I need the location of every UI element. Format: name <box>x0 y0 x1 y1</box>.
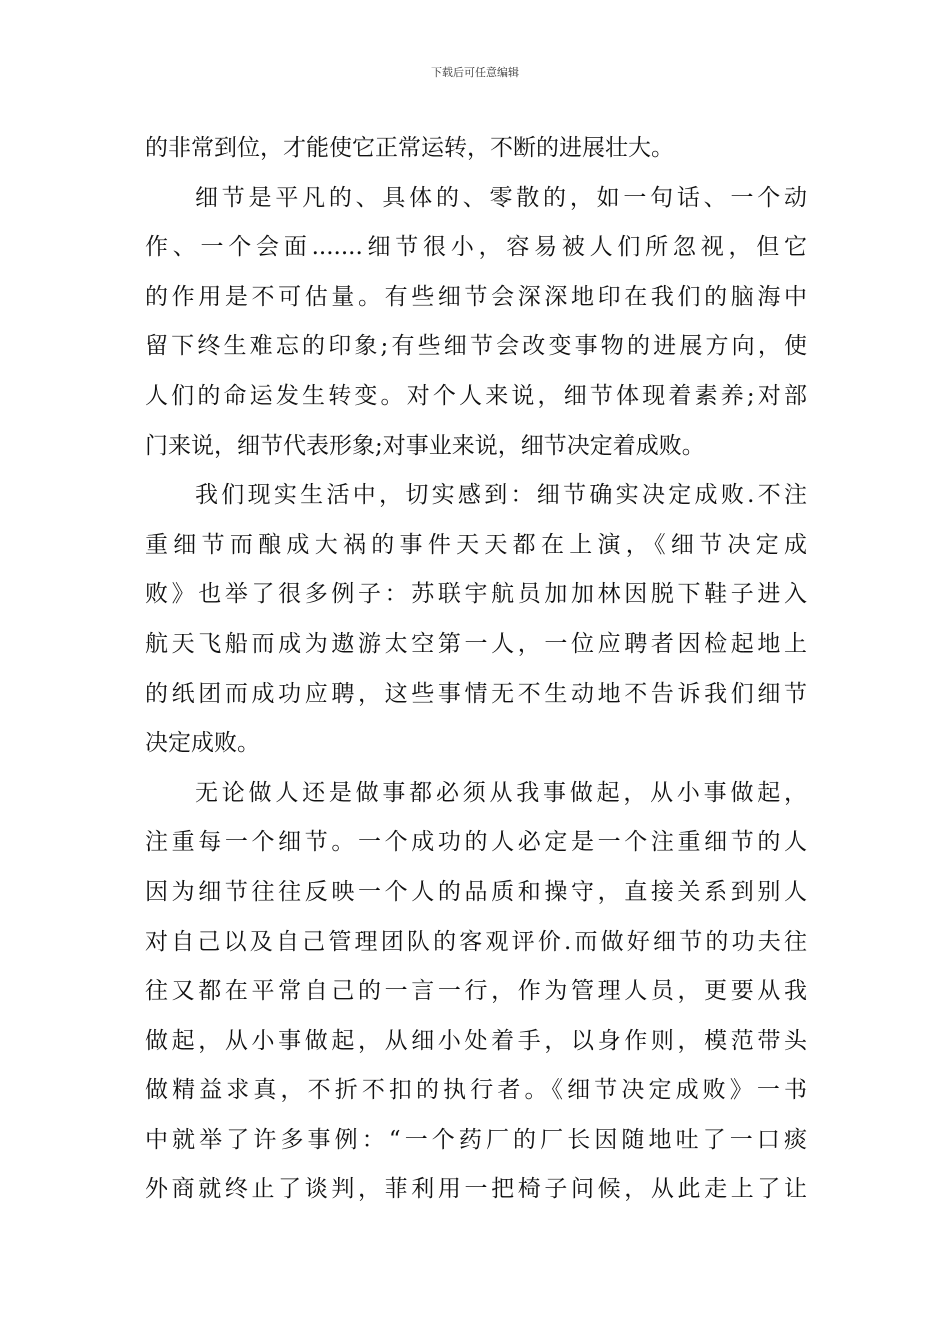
paragraph <box>145 174 807 472</box>
text-line: 往又都在平常自己的一言一行，作为管理人员，更要从我 <box>145 978 807 1005</box>
text-line: 无论做人还是做事都必须从我事做起，从小事做起， <box>195 779 807 806</box>
paragraph <box>145 124 807 174</box>
text-line: 人们的命运发生转变。对个人来说，细节体现着素养;对部 <box>145 382 807 409</box>
text-line: 的作用是不可估量。有些细节会深深地印在我们的脑海中 <box>145 283 807 310</box>
text-line: 因为细节往往反映一个人的品质和操守，直接关系到别人 <box>145 878 807 905</box>
text-line: 的纸团而成功应聘，这些事情无不生动地不告诉我们细节 <box>145 680 807 707</box>
text-line: 作、一个会面.......细节很小，容易被人们所忽视，但它 <box>145 234 807 261</box>
text-line: 外商就终止了谈判，菲利用一把椅子问候，从此走上了让 <box>145 1176 807 1203</box>
text-line: 留下终生难忘的印象;有些细节会改变事物的进展方向，使 <box>145 333 807 360</box>
paragraph <box>145 471 807 769</box>
text-line: 注重每一个细节。一个成功的人必定是一个注重细节的人 <box>145 829 807 856</box>
text-line: 细节是平凡的、具体的、零散的，如一句话、一个动 <box>195 184 807 211</box>
text-line: 门来说，细节代表形象;对事业来说，细节决定着成败。 <box>145 432 705 459</box>
text-line: 重细节而酿成大祸的事件天天都在上演，《细节决定成 <box>145 531 807 558</box>
text-line: 决定成败。 <box>145 730 260 757</box>
text-line: 败》也举了很多例子：苏联宇航员加加林因脱下鞋子进入 <box>145 581 807 608</box>
text-line: 做精益求真，不折不扣的执行者。《细节决定成败》一书 <box>145 1077 807 1104</box>
text-line: 对自己以及自己管理团队的客观评价.而做好细节的功夫往 <box>145 928 807 955</box>
text-line: 航天飞船而成为遨游太空第一人，一位应聘者因检起地上 <box>145 630 807 657</box>
text-line: 中就举了许多事例：“一个药厂的厂长因随地吐了一口痰 <box>145 1126 807 1153</box>
paragraph <box>145 769 807 1215</box>
text-line: 我们现实生活中，切实感到：细节确实决定成败.不注 <box>195 482 807 509</box>
text-line: 的非常到位，才能使它正常运转，不断的进展壮大。 <box>145 135 674 161</box>
text-line: 做起，从小事做起，从细小处着手，以身作则，模范带头 <box>145 1027 807 1054</box>
document-body <box>145 124 807 1215</box>
page-header: 下载后可任意编辑 <box>431 66 519 79</box>
